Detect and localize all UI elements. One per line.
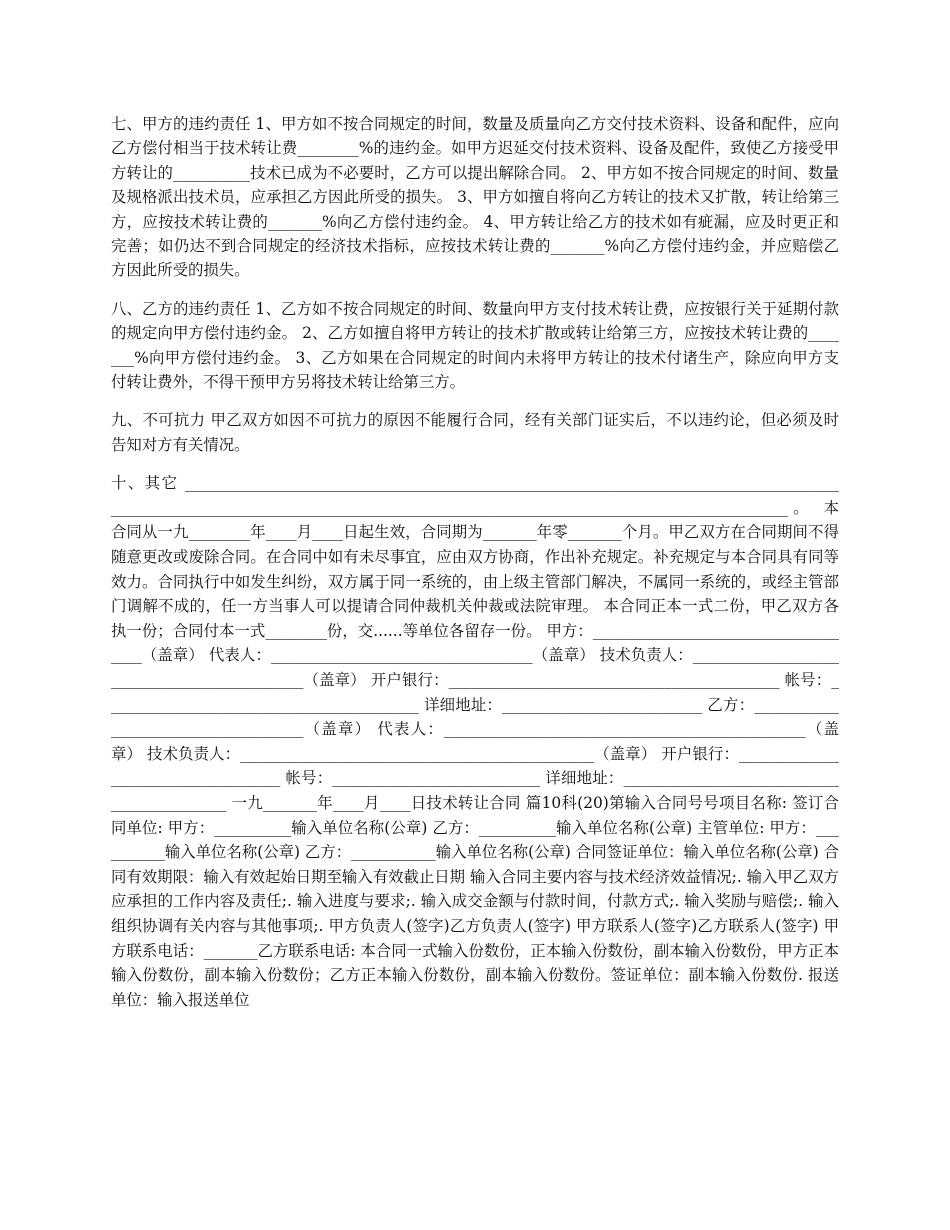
- section-9-force-majeure: 九、不可抗力 甲乙双方如因不可抗力的原因不能履行合同，经有关部门证实后，不以违约论，但必须及时告知对方有关情况。: [111, 411, 839, 454]
- section-8-breach-party-b: 八、乙方的违约责任 1、乙方如不按合同规定的时间、数量向甲方支付技术转让费，应按银行关于延期付款的规定向甲方偿付违约金。 2、乙方如擅自将甲方转让的技术扩散或转让给第三方，应按技术转让费的_______%向甲方偿付违约金。 3、乙方如果在合同规定的时间内未将甲方转让的技术付诸生产，除应向甲方支付转让费外，不得干预甲方另将技术转让给第三方。: [111, 299, 839, 392]
- section-10-other-and-signatures: 十、其它 _____________________________________________________________________________________________________________________________________________________________________________。 本合同从一九________年____月____日起生效，合同期为_______年零_______个月。甲乙双方在合同期间不得随意更改或废除合同。在合同中如有未尽事宜，应由双方协商，作出补充规定。补充规定与本合同具有同等效力。合同执行中如发生纠纷，双方属于同一系统的，由上级主管部门解决，不属同一系统的，或经主管部门调解不成的，任一方当事人可以提请合同仲裁机关仲裁或法院审理。 本合同正本一式二份，甲乙双方各执一份；合同付本一式________份，交......等单位各留存一份。 甲方：____________________________________（盖章） 代表人：__________________________________（盖章） 技术负责人：____________________________________________（盖章） 开户银行：___________________________________________ 帐号：_________________________________________ 详细地址：__________________________ 乙方：____________________________________（盖章） 代表人：_______________________________________________（盖章） 技术负责人：______________________________________________（盖章） 开户银行：___________________________________ 帐号：___________________________ 详细地址：___________________________________________ 一九_______年____月____日技术转让合同 篇10科(20)第输入合同号号项目名称: 签订合同单位: 甲方：__________输入单位名称(公章) 乙方：__________输入单位名称(公章) 主管单位: 甲方：__________输入单位名称(公章) 乙方：___________输入单位名称(公章) 合同签证单位：输入单位名称(公章) 合同有效期限：输入有效起始日期至输入有效截止日期 输入合同主要内容与技术经济效益情况;. 输入甲乙双方应承担的工作内容及责任;. 输入进度与要求;. 输入成交金额与付款时间，付款方式;. 输入奖励与赔偿;. 输入组织协调有关内容与其他事项;. 甲方负责人(签字)乙方负责人(签字) 甲方联系人(签字)乙方联系人(签字) 甲方联系电话：_______乙方联系电话: 本合同一式输入份数份，正本输入份数份，副本输入份数份，甲方正本输入份数份，副本输入份数份；乙方正本输入份数份，副本输入份数份。签证单位：副本输入份数份. 报送单位：输入报送单位: [111, 474, 839, 1009]
- section-7-breach-party-a: 七、甲方的违约责任 1、甲方如不按合同规定的时间，数量及质量向乙方交付技术资料、设备和配件，应向乙方偿付相当于技术转让费________%的违约金。如甲方迟延交付技术资料、设备及配件，致使乙方接受甲方转让的__________技术已成为不必要时，乙方可以提出解除合同。 2、甲方如不按合同规定的时间、数量及规格派出技术员，应承担乙方因此所受的损失。 3、甲方如擅自将向乙方转让的技术又扩散，转让给第三方，应按技术转让费的_______%向乙方偿付违约金。 4、甲方转让给乙方的技术如有疵漏，应及时更正和完善；如仍达不到合同规定的经济技术指标，应按技术转让费的_______%向乙方偿付违约金，并应赔偿乙方因此所受的损失。: [111, 115, 839, 280]
- contract-page: [111, 112, 839, 1012]
